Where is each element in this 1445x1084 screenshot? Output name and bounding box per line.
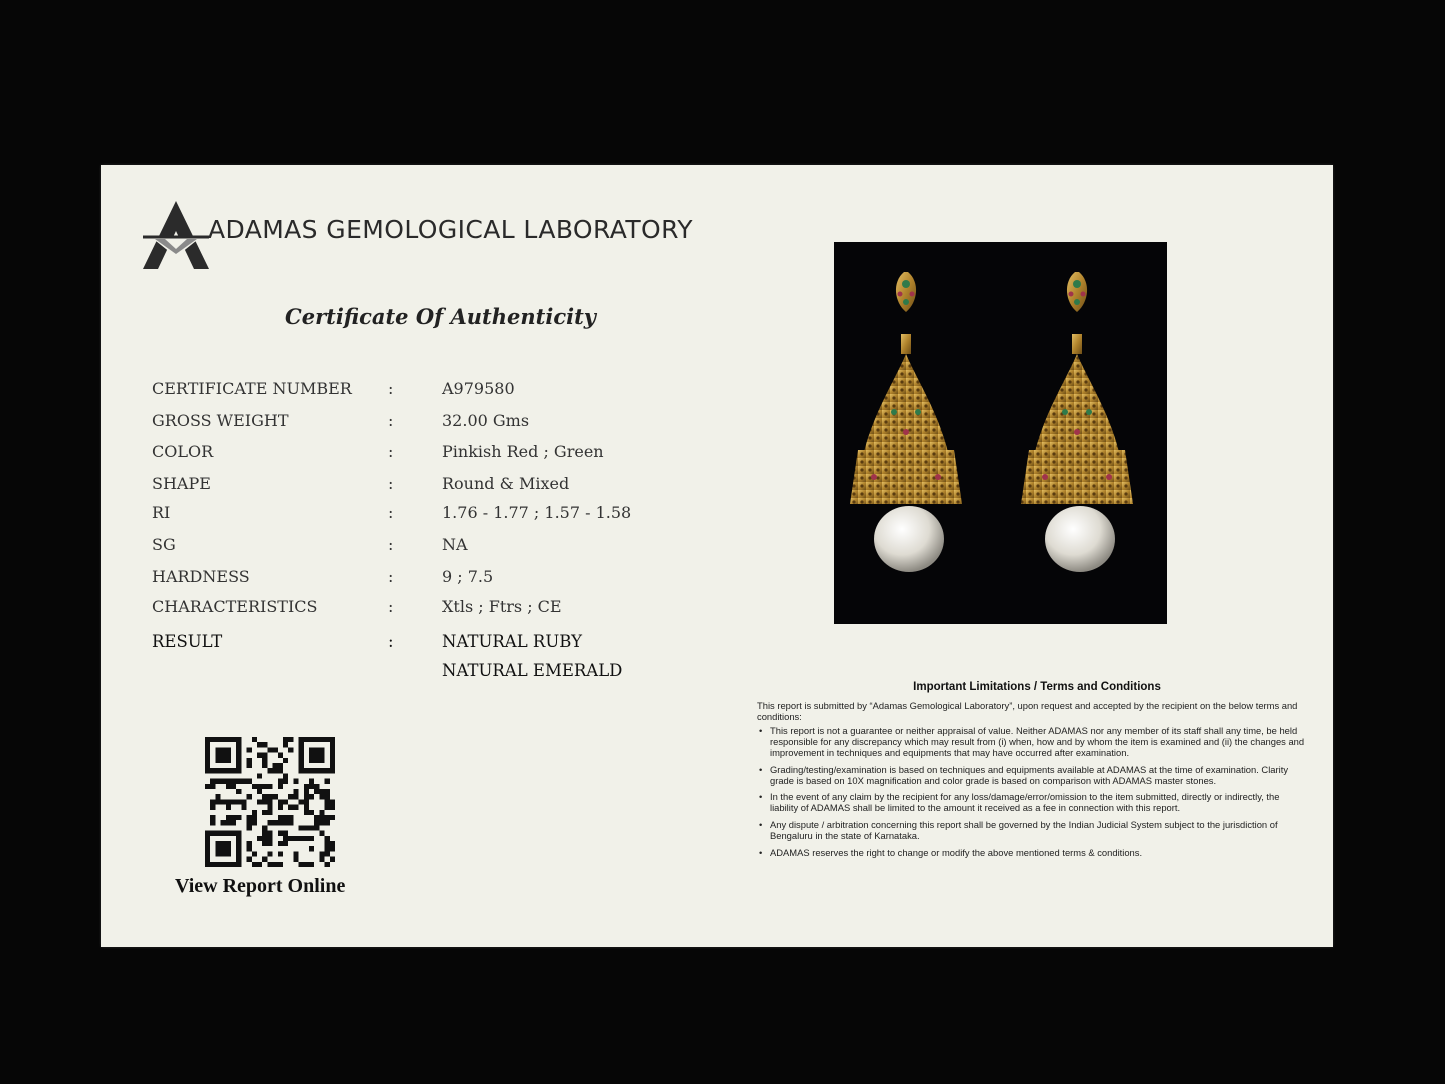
detail-value: Xtls ; Ftrs ; CE	[442, 597, 562, 616]
terms-item-text: This report is not a guarantee or neither appraisal of value. Neither ADAMAS nor any member of its staff shall any time, be held responsible for any discrepancy which may result from (i) when, how and by whom the item is examined and (ii) the changes and improvement in techniques and equipments that may have occurred after examination.	[770, 725, 1305, 758]
detail-value: 1.76 - 1.77 ; 1.57 - 1.58	[442, 503, 632, 522]
earring-right	[1021, 272, 1133, 572]
detail-separator: :	[388, 535, 394, 554]
detail-label: SG	[152, 535, 176, 554]
detail-separator: :	[388, 503, 394, 522]
terms-item-text: Any dispute / arbitration concerning this report shall be governed by the Indian Judicial System subject to the jurisdiction of Bengaluru in the state of Karnataka.	[770, 818, 1278, 841]
detail-separator: :	[388, 442, 394, 461]
terms-title: Important Limitations / Terms and Conditions	[913, 681, 1161, 693]
detail-separator: :	[388, 597, 394, 616]
detail-label: CHARACTERISTICS	[152, 597, 318, 616]
detail-value: Pinkish Red ; Green	[442, 442, 604, 461]
bullet: •	[759, 846, 763, 858]
result-value-secondary: NATURAL EMERALD	[442, 661, 623, 680]
detail-label: COLOR	[152, 442, 214, 461]
earrings-image	[834, 242, 1167, 624]
bullet: •	[759, 763, 763, 775]
view-report-online-label[interactable]: View Report Online	[175, 875, 346, 897]
detail-separator: :	[388, 567, 394, 586]
bullet: •	[759, 818, 763, 830]
detail-label: HARDNESS	[152, 567, 250, 586]
detail-label: RESULT	[152, 632, 223, 651]
detail-separator: :	[388, 632, 394, 651]
qr-code[interactable]	[205, 737, 335, 867]
terms-item	[757, 792, 1307, 814]
terms-item	[757, 726, 1307, 758]
detail-label: GROSS WEIGHT	[152, 411, 289, 430]
terms-item	[757, 848, 1307, 859]
product-photo	[834, 242, 1167, 624]
terms-item-text: In the event of any claim by the recipient for any loss/damage/error/omission to the item submitted, directly or indirectly, the liability of ADAMAS shall be limited to the amount it received as a fee in connection with this report.	[770, 791, 1280, 814]
terms-item-text: ADAMAS reserves the right to change or modify the above mentioned terms & conditions.	[770, 846, 1143, 858]
terms-list	[757, 726, 1307, 858]
terms-item	[757, 765, 1307, 787]
detail-value: A979580	[442, 379, 515, 398]
terms-item	[757, 820, 1307, 842]
adamas-logo	[141, 199, 211, 271]
detail-value: NA	[442, 535, 468, 554]
detail-separator: :	[388, 379, 394, 398]
bullet: •	[759, 791, 763, 803]
terms-item-text: Grading/testing/examination is based on techniques and equipments available at ADAMAS at the time of examination. Clarity grade is based on 10X magnification and color grade is based on comparison with ADAMAS master stones.	[770, 763, 1288, 786]
certificate-title: Certificate Of Authenticity	[285, 304, 596, 329]
lab-name: ADAMAS GEMOLOGICAL LABORATORY	[208, 215, 693, 244]
bullet: •	[759, 725, 763, 737]
terms-section	[757, 682, 1307, 864]
detail-value: 9 ; 7.5	[442, 567, 494, 586]
detail-label: SHAPE	[152, 474, 211, 493]
detail-value: Round & Mixed	[442, 474, 570, 493]
detail-label: CERTIFICATE NUMBER	[152, 379, 352, 398]
detail-value: 32.00 Gms	[442, 411, 530, 430]
earring-left	[850, 272, 962, 572]
certificate-card	[101, 165, 1333, 947]
detail-value: NATURAL RUBY	[442, 632, 582, 651]
terms-intro: This report is submitted by “Adamas Gemological Laboratory”, upon request and accepted by the recipient on the below terms and conditions:	[757, 699, 1298, 722]
detail-separator: :	[388, 411, 394, 430]
detail-label: RI	[152, 503, 171, 522]
detail-separator: :	[388, 474, 394, 493]
